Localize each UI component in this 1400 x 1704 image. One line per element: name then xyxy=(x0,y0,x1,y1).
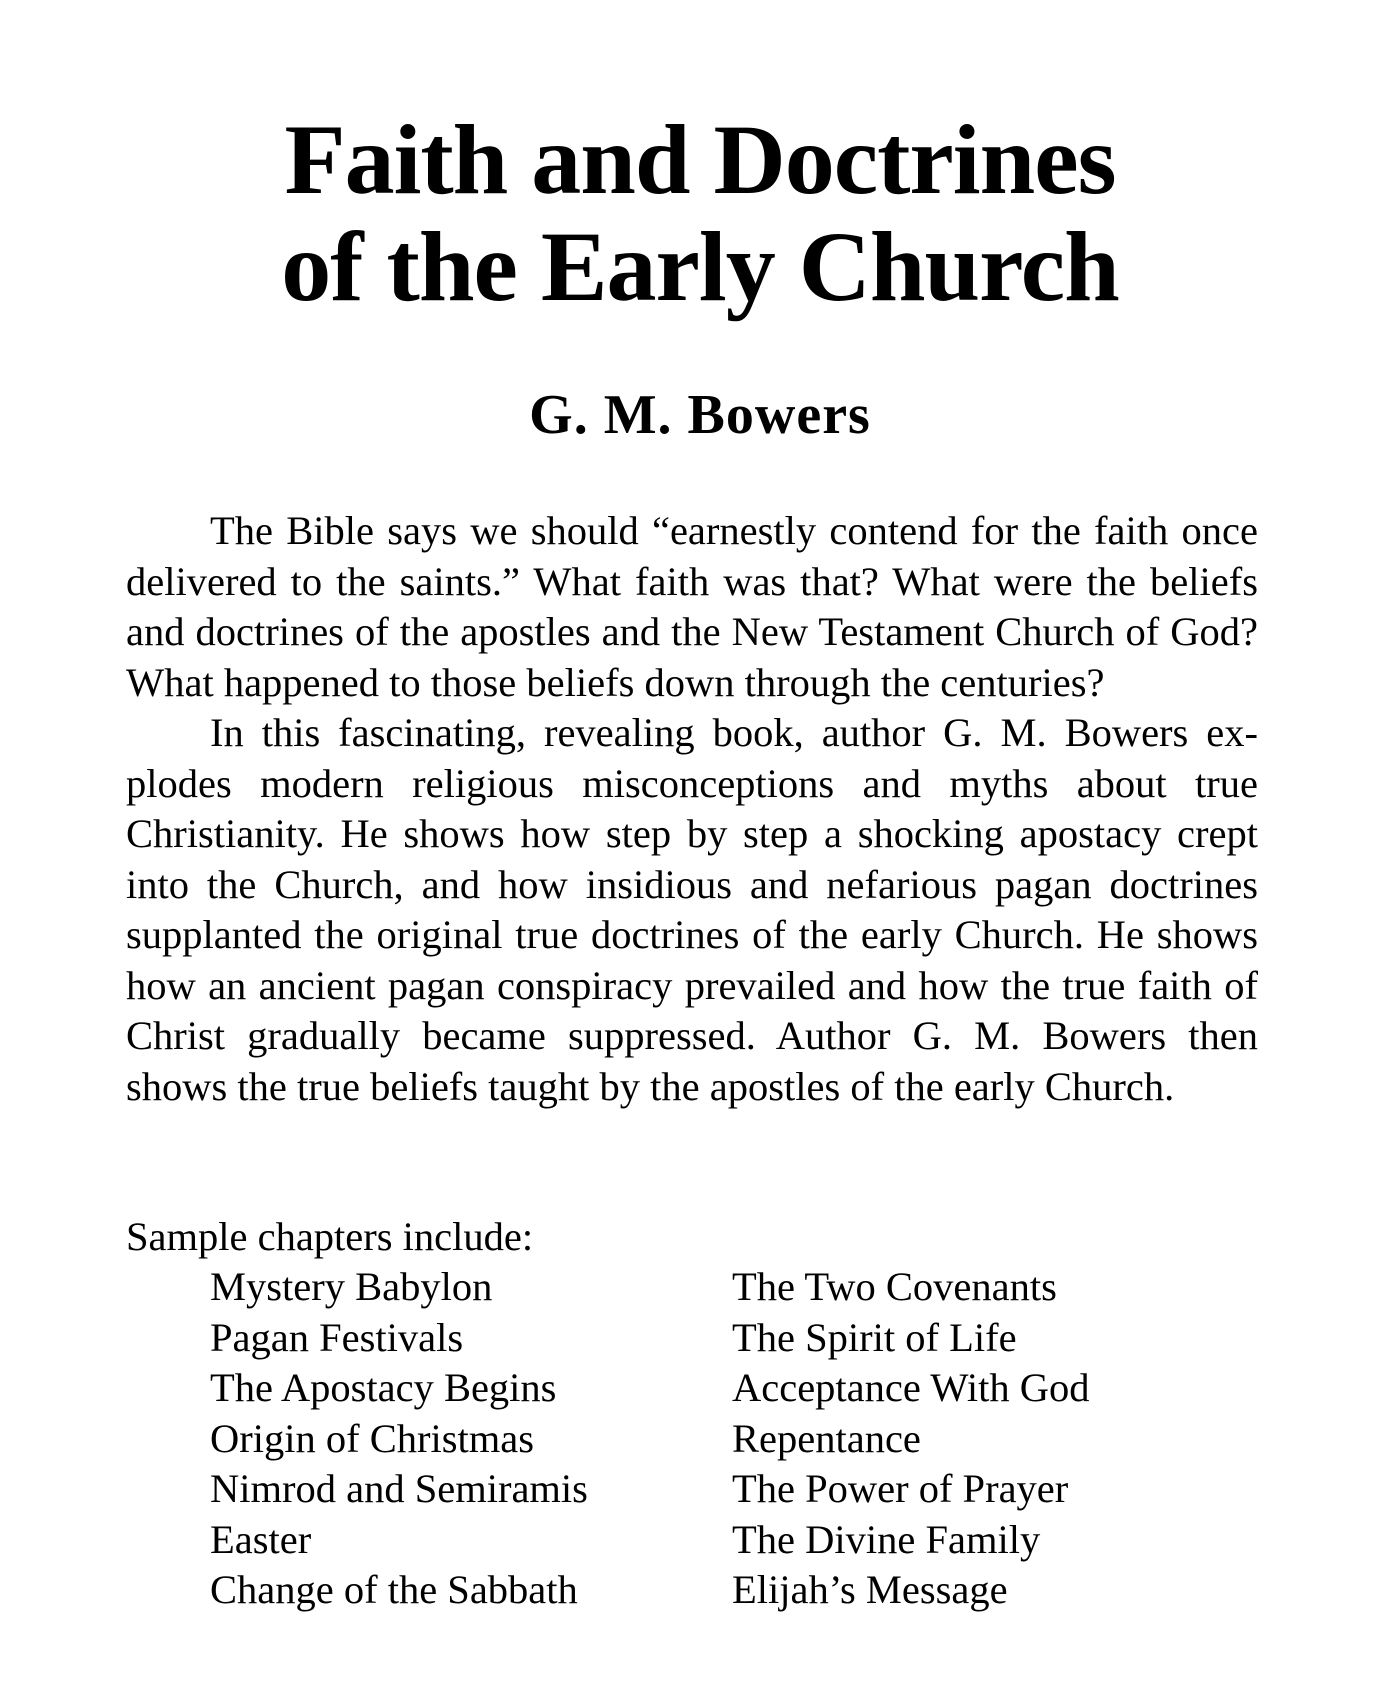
chapter-item: The Apostacy Begins xyxy=(210,1365,557,1410)
description-body xyxy=(126,506,1258,1112)
chapter-item: Pagan Festivals xyxy=(210,1314,464,1360)
chapter-item: The Two Covenants xyxy=(732,1264,1057,1309)
chapter-item: Elijah’s Message xyxy=(732,1567,1008,1612)
chapter-item: Easter xyxy=(210,1516,312,1562)
chapter-item: Change of the Sabbath xyxy=(210,1567,578,1612)
title-line-2: of the Early Church xyxy=(281,211,1119,322)
description-paragraph-2: In this fascinating, revealing book, author G. M. Bowers explodes modern religious misconceptions and myths about true Christianity. He shows how step by step a shocking apostacy crept into the Church, and how insidious and nefarious pagan doctrines supplanted the original true doctrines of the early Church. He shows how an ancient pagan conspiracy prevailed and how the true faith of Christ gradually became suppressed. Author G. M. Bowers then shows the true beliefs taught by the apostles of the early Church. xyxy=(126,710,1258,1109)
chapter-item: The Spirit of Life xyxy=(732,1314,1017,1360)
chapters-intro: Sample chapters include: xyxy=(126,1214,534,1259)
description-paragraph-1: The Bible says we should “earnestly contend for the faith once delivered to the saints.” What faith was that? What were the beliefs and doctrines of the apostles and the New Testament Church of God? What happened to those beliefs down through the centuries? xyxy=(126,508,1258,705)
chapter-item: Mystery Babylon xyxy=(210,1264,493,1309)
chapter-item: Acceptance With God xyxy=(732,1365,1090,1410)
chapter-list-right xyxy=(732,1262,1089,1616)
chapter-item: The Divine Family xyxy=(732,1516,1041,1562)
chapter-item: The Power of Prayer xyxy=(732,1466,1069,1511)
chapter-item: Nimrod and Semiramis xyxy=(210,1466,588,1511)
author-name: G. M. Bowers xyxy=(529,384,871,446)
chapter-list-left xyxy=(210,1262,588,1616)
title-line-1: Faith and Doctrines xyxy=(284,104,1116,215)
chapter-item: Origin of Christmas xyxy=(210,1415,534,1461)
chapter-item: Repentance xyxy=(732,1415,921,1461)
